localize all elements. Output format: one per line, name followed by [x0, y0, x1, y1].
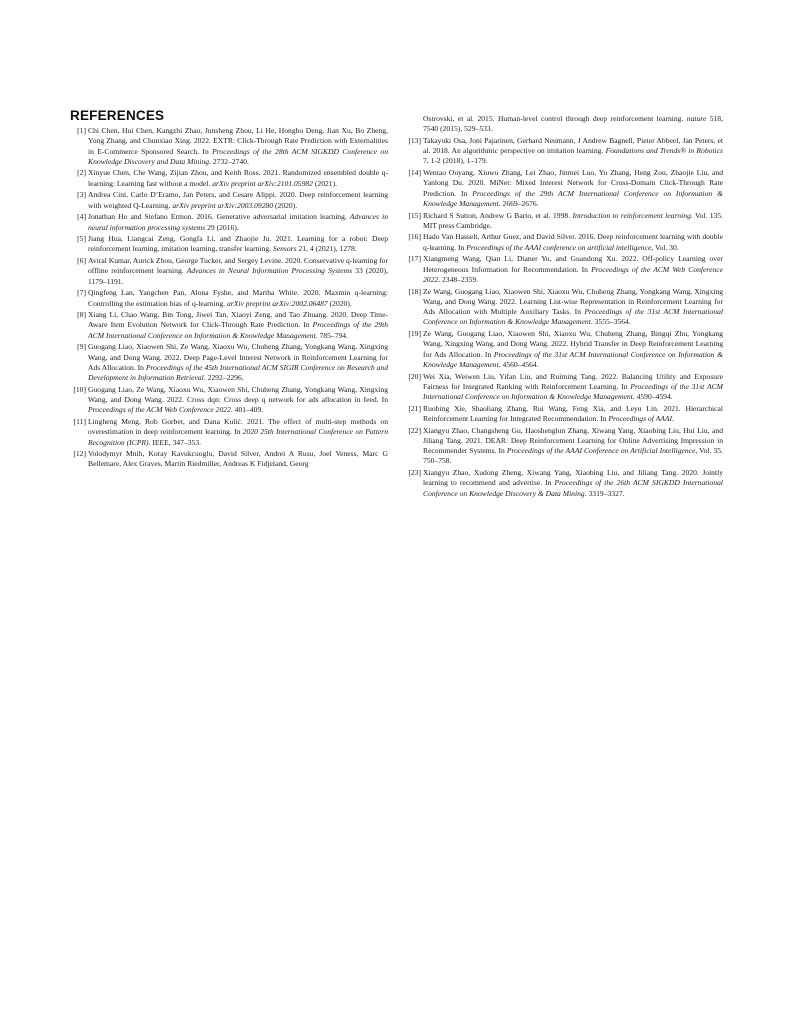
reference-venue: arXiv preprint arXiv:2101.05982	[212, 178, 313, 188]
reference-pages: . IEEE, 347–353.	[148, 437, 202, 447]
reference-venue: Proceedings of the 31st ACM International Conference on Information & Knowledge Management	[423, 381, 723, 402]
reference-entry	[70, 385, 388, 416]
reference-number: [21]	[408, 403, 421, 413]
reference-pages: . 3555–3564.	[590, 317, 631, 327]
reference-number: [10]	[73, 384, 86, 394]
reference-number: [17]	[408, 254, 421, 264]
reference-entry	[70, 126, 388, 167]
reference-entry	[70, 168, 388, 189]
reference-text: Xiangmeng Wang, Qian Li, Dianer Yu, and Guandong Xu. 2022. Off-policy Learning over Heterogeneous Information for Recommendation. In	[423, 254, 723, 274]
reference-pages: (2020).	[327, 298, 352, 308]
reference-pages: , Vol. 35. 750–758.	[423, 446, 723, 466]
reference-text: Xiang Li, Chao Wang, Bin Tong, Jiwei Tan, Xiaoyi Zeng, and Tao Zhuang. 2020. Deep Time-Aware Item Evolution Network for Click-Through Rate Prediction. In	[88, 310, 388, 330]
reference-text: Guogang Liao, Xiaowen Shi, Ze Wang, Xiaoxu Wu, Chuheng Zhang, Yongkang Wang, Xingxing Wang, and Dong Wang. 2022. Deep Page-Level Interest Network in Reinforcement Learning for Ads Allocation. In	[88, 342, 388, 372]
reference-text: Xiangyu Zhao, Xudong Zheng, Xiwang Yang, Xiaobing Liu, and Jiliang Tang. 2020. Jointly learning to recommend and advertise. In	[423, 468, 723, 488]
reference-pages: . 2292–2296.	[203, 373, 244, 383]
reference-text: Xinyue Chen, Che Wang, Zijian Zhou, and Keith Ross. 2021. Randomized ensembled double q-learning: Learning fast without a model.	[88, 168, 388, 188]
reference-number: [7]	[77, 288, 86, 298]
reference-venue: Proceedings of the ACM Web Conference 2022	[423, 264, 723, 284]
reference-number: [23]	[408, 468, 421, 478]
reference-venue: nature	[686, 114, 707, 123]
reference-text: Hado Van Hasselt, Arthur Guez, and David Silver. 2016. Deep reinforcement learning with double q-learning. In	[423, 232, 723, 252]
reference-number: [19]	[408, 329, 421, 339]
reference-number: [4]	[77, 212, 86, 222]
references-heading: REFERENCES	[70, 108, 165, 123]
reference-pages: . 3319–3327.	[584, 488, 625, 498]
reference-number: [20]	[408, 371, 421, 381]
reference-text: Andrea Cini, Carlo D’Eramo, Jan Peters, and Cesare Alippi. 2020. Deep reinforcement learning with weighted Q-Learning.	[88, 190, 388, 210]
reference-entry	[405, 372, 723, 403]
reference-pages: . 4590–4594.	[632, 392, 673, 402]
reference-venue: Sensors	[272, 244, 297, 254]
reference-text: Aviral Kumar, Aurick Zhou, George Tucker, and Sergey Levine. 2020. Conservative q-learning for offline reinforcement learning.	[88, 256, 388, 276]
reference-entry	[405, 211, 723, 232]
reference-number: [9]	[77, 342, 86, 352]
reference-pages: 518, 7540 (2015), 529–533.	[423, 114, 723, 134]
reference-pages: 7, 1-2 (2018), 1–179.	[423, 156, 488, 166]
reference-number: [11]	[73, 416, 86, 426]
reference-pages: (2021).	[312, 178, 338, 188]
reference-text: Ze Wang, Guogang Liao, Xiaowen Shi, Xiaoxu Wu, Chuheng Zhang, Bingqi Zhu, Yongkang Wang, Xingxing Wang, and Dong Wang. 2022. Hybrid Transfer in Deep Reinforcement Learning for Ads Allocation. In	[423, 329, 723, 359]
reference-venue: arXiv preprint arXiv:2002.06487	[226, 298, 328, 308]
reference-venue: Proceedings of the ACM Web Conference 2022	[88, 405, 231, 415]
reference-venue: Proceedings of the AAAI conference on artificial intelligence	[466, 242, 652, 252]
reference-continuation	[405, 114, 723, 135]
reference-text: Jiang Hua, Liangcai Zeng, Gongfa Li, and Zhaojie Ju. 2021. Learning for a robot: Deep reinforcement learning, imitation learning, transfer learning.	[88, 234, 388, 254]
reference-entry	[405, 404, 723, 425]
reference-pages: 21, 4 (2021), 1278.	[296, 244, 357, 254]
reference-venue: Proceedings of the 29th ACM International Conference on Information & Knowledge Management	[88, 320, 389, 340]
reference-number: [12]	[73, 449, 86, 459]
reference-venue: Proceedings of the 31st ACM International Conference on Information & Knowledge Management	[423, 349, 724, 369]
reference-pages: . 401–409.	[230, 405, 264, 415]
reference-entry	[70, 212, 388, 233]
reference-venue: Proceedings of the 28th ACM SIGKDD Conference on Knowledge Discovery and Data Mining	[88, 146, 388, 166]
reference-number: [15]	[408, 210, 421, 220]
reference-entry	[70, 234, 388, 255]
reference-number: [6]	[77, 256, 86, 266]
reference-entry	[70, 310, 388, 341]
reference-entry	[405, 254, 723, 285]
reference-entry	[405, 287, 723, 328]
reference-text: Volodymyr Mnih, Koray Kavukcuoglu, David Silver, Andrei A Rusu, Joel Veness, Marc G Bellemare, Alex Graves, Martin Riedmiller, Andreas K Fidjeland, Georg	[88, 449, 388, 469]
reference-venue: Proceedings of AAAI	[608, 413, 673, 423]
reference-text: Jonathan Ho and Stefano Ermon. 2016. Generative adversarial imitation learning.	[88, 212, 350, 222]
reference-number: [18]	[408, 286, 421, 296]
reference-venue: 2020 25th International Conference on Pattern Recognition (ICPR)	[88, 427, 388, 447]
reference-text: Chi Chen, Hui Chen, Kangzhi Zhao, Junsheng Zhou, Li He, Hongbo Deng, Jian Xu, Bo Zheng, Yong Zhang, and Chunxiao Xing. 2022. EXTR: Click-Through Rate Prediction with Externalities in E-Commerce Sponsored Search. In	[88, 126, 388, 156]
reference-number: [13]	[408, 135, 421, 145]
reference-entry	[70, 190, 388, 211]
reference-pages: . 785–794.	[315, 330, 348, 340]
reference-number: [2]	[77, 168, 86, 178]
reference-pages: 29 (2016).	[205, 222, 239, 232]
reference-venue: Proceedings of the 26th ACM SIGKDD International Conference on Knowledge Discovery & Data Mining	[423, 478, 723, 498]
reference-venue: Introduction to reinforcement learning	[572, 210, 691, 220]
reference-text: Qingfeng Lan, Yangchen Pan, Alona Fyshe, and Martha White. 2020. Maxmin q-learning: Controlling the estimation bias of q-learning.	[88, 288, 388, 308]
reference-pages: 33 (2020), 1179–1191.	[88, 266, 388, 286]
reference-number: [16]	[408, 232, 421, 242]
reference-number: [22]	[408, 425, 421, 435]
references-right-column	[405, 114, 723, 500]
reference-entry	[70, 342, 388, 383]
reference-text: Xiangyu Zhao, Changsheng Gu, Haoshenglun Zhang, Xiwang Yang, Xiaobing Liu, Hui Liu, and Jiliang Tang. 2021. DEAR: Deep Reinforcement Learning for Online Advertising Impression in Recommender Systems. In	[423, 425, 723, 456]
reference-pages: . 2732–2740.	[209, 156, 249, 166]
reference-number: [14]	[408, 168, 421, 178]
reference-text: Wentao Ouyang, Xiuwu Zhang, Lei Zhao, Jinmei Luo, Yu Zhang, Heng Zou, Zhaojie Liu, and Yanlong Du. 2020. MiNet: Mixed Interest Network for Cross-Domain Click-Through Rate Prediction. In	[423, 168, 723, 198]
reference-venue: Foundations and Trends® in Robotics	[605, 146, 723, 156]
reference-entry	[405, 168, 723, 209]
reference-venue: Proceedings of the 31st ACM International Conference on Information & Knowledge Management	[423, 307, 723, 327]
reference-venue: Advances in neural information processing systems	[88, 212, 388, 232]
reference-text: Ostrovski, et al. 2015. Human-level control through deep reinforcement learning.	[423, 114, 687, 123]
reference-number: [8]	[77, 310, 86, 320]
reference-text: Guogang Liao, Ze Wang, Xiaoxu Wu, Xiaowen Shi, Chuheng Zhang, Yongkang Wang, Xingxing Wang, and Dong Wang. 2022. Cross dqn: Cross deep q network for ads allocation in feed. In	[88, 384, 388, 405]
reference-text: Wei Xia, Weiwen Liu, Yifan Liu, and Ruiming Tang. 2022. Balancing Utility and Exposure Fairness for Integrated Ranking with Reinforcement Learning. In	[423, 371, 723, 391]
reference-number: [5]	[77, 234, 86, 244]
reference-entry	[405, 426, 723, 467]
reference-text: Richard S Sutton, Andrew G Barto, et al. 1998.	[423, 210, 573, 220]
reference-entry	[70, 449, 388, 470]
reference-entry	[70, 256, 388, 287]
reference-venue: Proceedings of the 45th International ACM SIGIR Conference on Research and Development in Information Retrieval	[88, 362, 389, 383]
reference-venue: arXiv preprint arXiv:2003.09280	[172, 200, 274, 210]
reference-pages: . 2669–2676.	[498, 198, 539, 208]
reference-entry	[405, 136, 723, 167]
reference-pages: . Vol. 135. MIT press Cambridge.	[423, 210, 723, 230]
reference-venue: Advances in Neural Information Processing Systems	[186, 266, 353, 276]
reference-venue: Proceedings of the 29th ACM International Conference on Information & Knowledge Management	[423, 188, 724, 208]
reference-entry	[405, 468, 723, 499]
reference-pages: . 2348–2359.	[438, 274, 479, 284]
reference-entry	[405, 232, 723, 253]
reference-text: Ruobing Xie, Shaoliang Zhang, Rui Wang, Feng Xia, and Leyu Lin. 2021. Hierarchical Reinforcement Learning for Integrated Recommendation. In	[423, 403, 723, 423]
reference-pages: . 4560–4564.	[498, 359, 539, 369]
reference-pages: (2020).	[273, 200, 298, 210]
reference-pages: .	[672, 413, 674, 423]
reference-entry	[70, 417, 388, 448]
reference-number: [1]	[77, 126, 86, 135]
reference-text: Ze Wang, Guogang Liao, Xiaowen Shi, Xiaoxu Wu, Chuheng Zhang, Yongkang Wang, Xingxing Wang, and Dong Wang. 2022. Learning List-wise Representation in Reinforcement Learning for Ads Allocation with Multiple Auxiliary Tasks. In	[423, 286, 723, 317]
reference-entry	[70, 288, 388, 309]
references-left-column	[70, 126, 388, 471]
reference-entry	[405, 329, 723, 370]
reference-number: [3]	[77, 190, 86, 200]
reference-text: Lingheng Meng, Rob Gorbet, and Dana Kulić. 2021. The effect of multi-step methods on overestimation in deep reinforcement learning. In	[88, 416, 388, 437]
reference-text: Takayuki Osa, Joni Pajarinen, Gerhard Neumann, J Andrew Bagnell, Pieter Abbeel, Jan Peters, et al. 2018. An algorithmic perspective on imitation learning.	[423, 135, 723, 156]
reference-venue: Proceedings of the AAAI Conference on Artificial Intelligence	[506, 446, 696, 456]
reference-pages: , Vol. 30.	[651, 242, 679, 252]
